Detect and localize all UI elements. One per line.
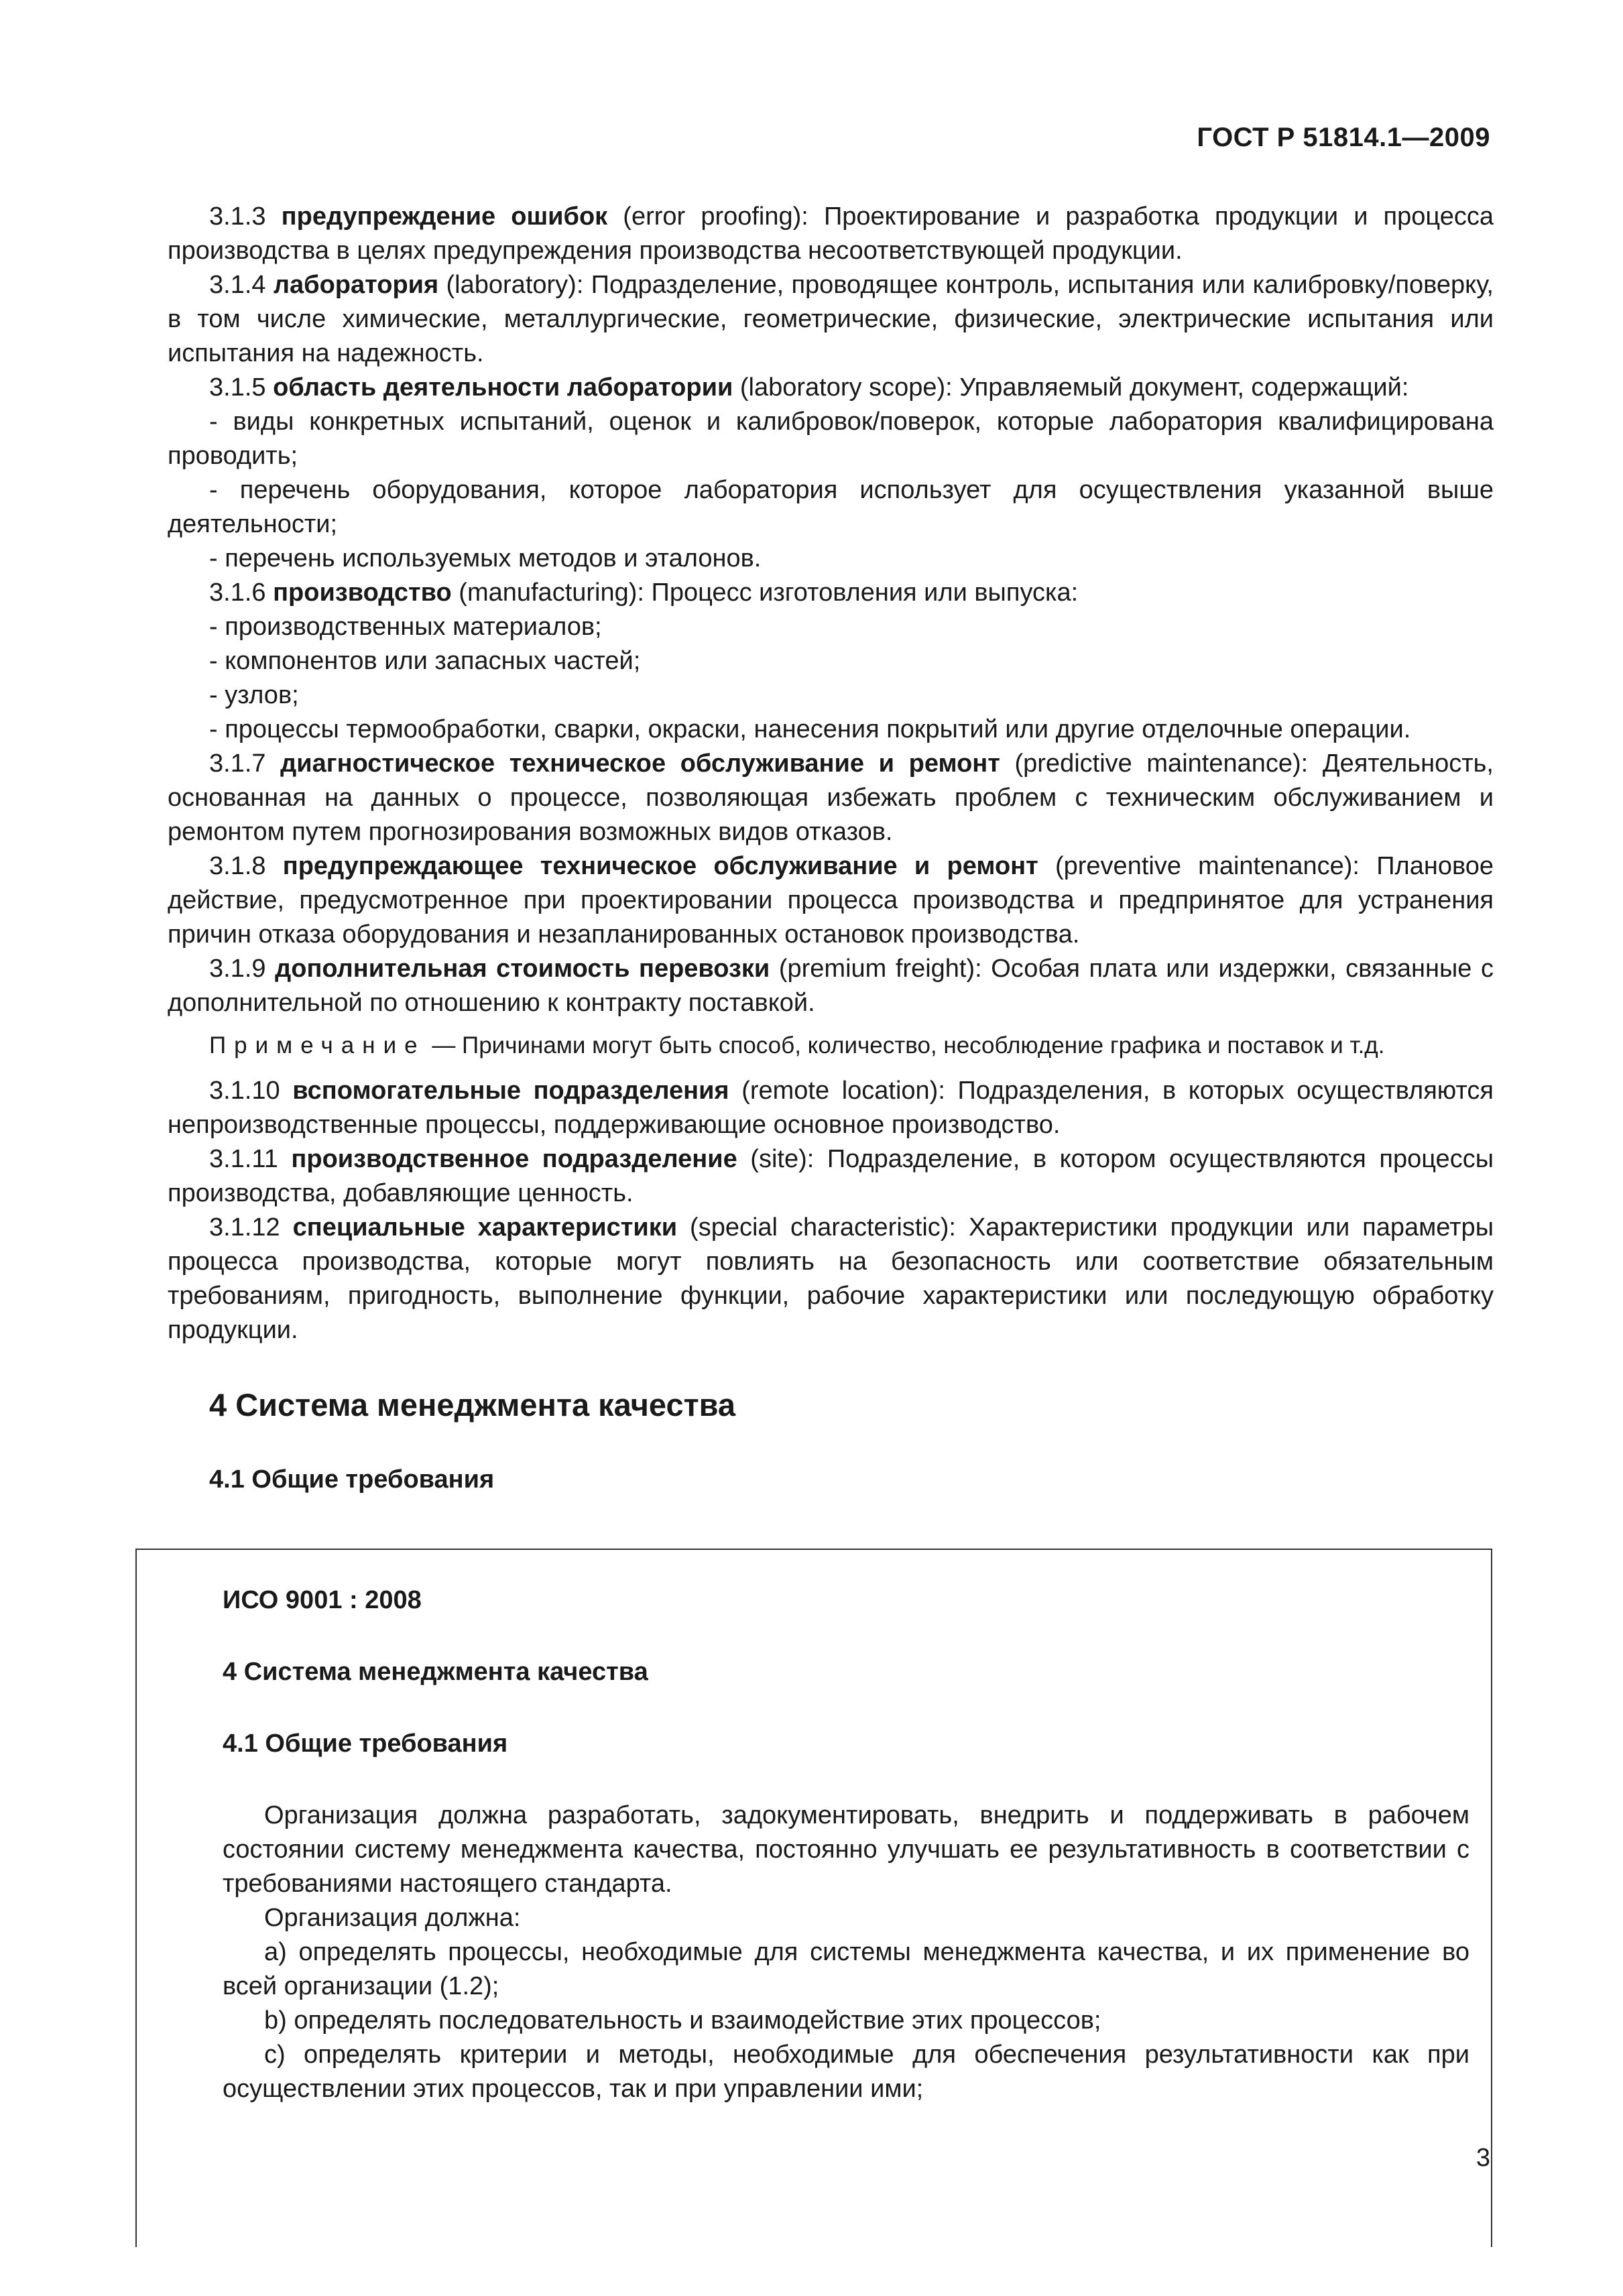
note-label: Примечание — [209, 1032, 426, 1059]
iso-subsection-heading: 4.1 Общие требования — [223, 1730, 508, 1758]
term: предупреждение ошибок — [281, 202, 608, 231]
list-item: - перечень оборудования, которое лаборатория использует для осуществления указанной выше деятельности; — [168, 476, 1494, 538]
note — [168, 1030, 1494, 1062]
term: вспомогательные подразделения — [292, 1077, 729, 1105]
iso-standard-label: ИСО 9001 : 2008 — [223, 1586, 422, 1614]
list-item: - перечень используемых методов и эталонов. — [209, 544, 762, 572]
definition-3-1-11: 3.1.11 производственное подразделение (site): Подразделение, в котором осуществляются процессы производства, добавляющие ценность. — [168, 1145, 1494, 1207]
section-heading: 4 Система менеджмента качества — [209, 1387, 736, 1423]
term: лаборатория — [273, 271, 439, 299]
list-item: - узлов; — [209, 681, 299, 709]
subsection-heading: 4.1 Общие требования — [209, 1465, 495, 1494]
definition-3-1-3: 3.1.3 предупреждение ошибок (error proofing): Проектирование и разработка продукции и процесса производства в целях предупреждения производства несоответствующей продукции. — [168, 202, 1494, 265]
iso-paragraph: Организация должна: — [264, 1904, 521, 1932]
list-item: - производственных материалов; — [209, 613, 602, 641]
list-item: - процессы термообработки, сварки, окраски, нанесения покрытий или другие отделочные операции. — [209, 715, 1411, 743]
iso-paragraph: Организация должна разработать, задокументировать, внедрить и поддерживать в рабочем состоянии систему менеджмента качества, постоянно улучшать ее результативность в соответствии с требованиями настоящего стандарта. — [223, 1801, 1469, 1898]
note-text: — Причинами могут быть способ, количество, несоблюдение графика и поставок и т.д. — [425, 1032, 1385, 1059]
definition-3-1-6: 3.1.6 производство (manufacturing): Процесс изготовления или выпуска: — [209, 579, 1079, 607]
iso-paragraph: b) определять последовательность и взаимодействие этих процессов; — [264, 2006, 1101, 2035]
definition-3-1-12: 3.1.12 специальные характеристики (special characteristic): Характеристики продукции или параметры процесса производства, которые могут повлиять на безопасность или соответствие обязательным требованиям, пригодность, выполнение функции, рабочие характеристики или последующую обработку продукции. — [168, 1213, 1494, 1344]
document-id-header: ГОСТ Р 51814.1—2009 — [1197, 123, 1490, 152]
definition-3-1-10: 3.1.10 вспомогательные подразделения (remote location): Подразделения, в которых осуществляются непроизводственные процессы, поддерживающие основное производство. — [168, 1077, 1494, 1139]
iso-paragraph: c) определять критерии и методы, необходимые для обеспечения результативности как при осуществлении этих процессов, так и при управлении ими; — [223, 2041, 1469, 2103]
definition-3-1-9: 3.1.9 дополнительная стоимость перевозки (premium freight): Особая плата или издержки, связанные с дополнительной по отношению к контракту поставкой. — [168, 955, 1494, 1017]
list-item: - компонентов или запасных частей; — [209, 647, 641, 675]
term: область деятельности лаборатории — [273, 373, 733, 402]
definition-3-1-7: 3.1.7 диагностическое техническое обслуживание и ремонт (predictive maintenance): Деятельность, основанная на данных о процессе, позволяющая избежать проблем с техническим обслуживанием и ремонтом путем прогнозирования возможных видов отказов. — [168, 749, 1494, 846]
list-item: - виды конкретных испытаний, оценок и калибровок/поверок, которые лаборатория квалифицирована проводить; — [168, 408, 1494, 470]
iso-quote-content — [223, 1583, 1469, 2106]
term: производственное подразделение — [291, 1145, 737, 1173]
definition-3-1-5: 3.1.5 область деятельности лаборатории (laboratory scope): Управляемый документ, содержащий: — [209, 373, 1409, 402]
term: предупреждающее техническое обслуживание и ремонт — [282, 852, 1038, 880]
page-number: 3 — [1476, 2144, 1490, 2172]
iso-paragraph: a) определять процессы, необходимые для системы менеджмента качества, и их применение во всей организации (1.2); — [223, 1938, 1469, 2000]
iso-section-heading: 4 Система менеджмента качества — [223, 1658, 648, 1686]
term: производство — [273, 579, 452, 607]
definition-3-1-8: 3.1.8 предупреждающее техническое обслуживание и ремонт (preventive maintenance): Плановое действие, предусмотренное при проектировании процесса производства и предпринятое для устранения причин отказа оборудования и незапланированных остановок производства. — [168, 852, 1494, 949]
main-content — [168, 200, 1494, 1497]
term: диагностическое техническое обслуживание и ремонт — [280, 749, 1000, 778]
term: специальные характеристики — [292, 1213, 678, 1242]
definition-3-1-4: 3.1.4 лаборатория (laboratory): Подразделение, проводящее контроль, испытания или калибровку/поверку, в том числе химические, металлургические, геометрические, физические, электрические испытания или испытания на надежность. — [168, 271, 1494, 367]
term: дополнительная стоимость перевозки — [275, 955, 770, 983]
iso-quote-box — [135, 1549, 1492, 2247]
